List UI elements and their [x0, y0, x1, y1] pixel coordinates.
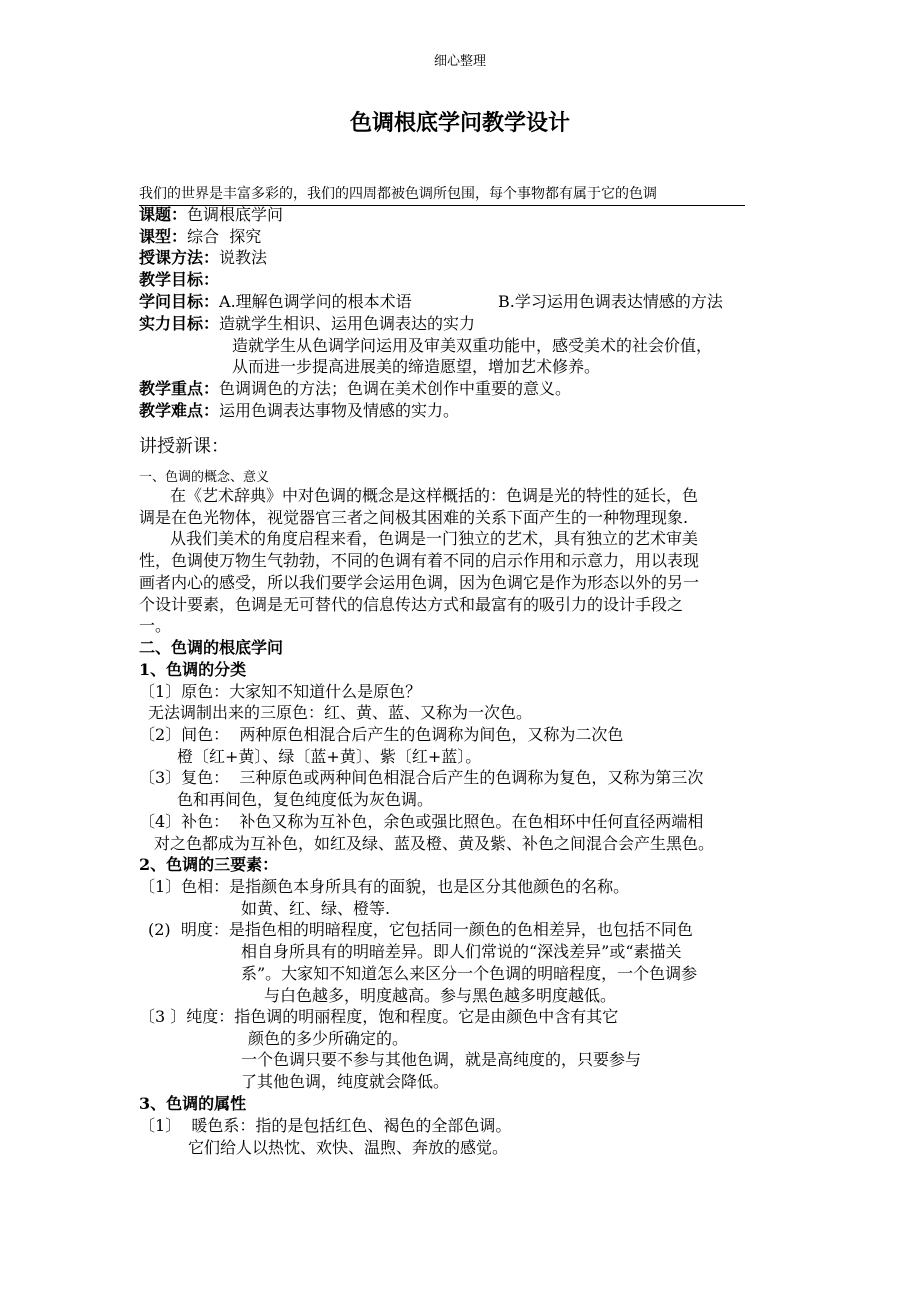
difficulty-value: 运用色调表达事物及情感的实力。: [219, 401, 460, 420]
type-label: 课型：: [139, 227, 188, 246]
knowledge-b: B.学习运用色调表达情感的方法: [498, 292, 723, 311]
value-line4: 与白色越多，明度越高。参与黑色越多明度越低。: [264, 986, 617, 1005]
type-value: 综合 探究: [187, 227, 262, 246]
page-header: 细心整理: [433, 54, 486, 69]
part1-p1-line1: 在《艺术辞典》中对色调的概念是这样概括的：色调是光的特性的延长，色: [170, 486, 699, 505]
tertiary-color-line1: 〔3〕复色： 三种原色或两种间色相混合后产生的色调称为复色，又称为第三次: [139, 768, 704, 787]
part1-p2-line3: 画者内心的感受，所以我们要学会运用色调，因为色调它是作为形态以外的另一: [139, 573, 700, 592]
ability-1: 造就学生相识、运用色调表达的实力: [219, 314, 476, 333]
primary-color-line2: 无法调制出来的三原色：红、黄、蓝、又称为一次色。: [148, 703, 533, 722]
primary-color-line1: 〔1〕原色：大家知不知道什么是原色？: [139, 682, 422, 701]
secondary-color-line2: 橙〔红+黄〕、绿〔蓝+黄〕、紫〔红+蓝〕。: [177, 747, 482, 766]
part2-sub3: 3、色调的属性: [139, 1094, 247, 1113]
key-value: 色调调色的方法；色调在美术创作中重要的意义。: [219, 379, 572, 398]
part2-heading: 二、色调的根底学问: [139, 638, 284, 657]
part1-p2-line4: 个设计要素，色调是无可替代的信息传达方式和最富有的吸引力的设计手段之: [139, 595, 684, 614]
knowledge-label: 学问目标：: [139, 292, 220, 311]
part1-p1-line2: 调是在色光物体，视觉器官三者之间极其困难的关系下面产生的一种物理现象.: [139, 508, 689, 527]
teaching-difficulty: [139, 403, 459, 419]
part2-sub1: 1、色调的分类: [139, 660, 247, 679]
secondary-color-line1: 〔2〕间色： 两种原色相混合后产生的色调称为间色，又称为二次色: [139, 725, 624, 744]
intro-line: 我们的世界是丰富多彩的，我们的四周都被色调所包围，每个事物都有属于它的色调: [139, 186, 657, 202]
topic-label: 课题：: [139, 205, 188, 224]
warm-color-line1: 〔1〕 暖色系：指的是包括红色、褐色的全部色调。: [139, 1116, 512, 1135]
key-label: 教学重点：: [139, 379, 220, 398]
topic-value: 色调根底学问: [187, 205, 284, 224]
saturation-line3: 一个色调只要不参与其他色调，就是高纯度的，只要参与: [241, 1050, 642, 1069]
section-heading: 讲授新课：: [139, 436, 229, 457]
lesson-type: [139, 229, 261, 245]
knowledge-a: A.理解色调学问的根本术语: [219, 292, 412, 311]
ability-3: 从而进一步提高进展美的缔造愿望，增加艺术修养。: [232, 357, 601, 376]
tertiary-color-line2: 色和再间色，复色纯度低为灰色调。: [177, 790, 434, 809]
complementary-color-line2: 对之色都成为互补色，如红及绿、蓝及橙、黄及紫、补色之间混合会产生黑色。: [154, 834, 715, 853]
lesson-method: [139, 250, 267, 266]
part1-p2-line5: 一。: [139, 616, 172, 635]
complementary-color-line1: 〔4〕补色： 补色又称为互补色，余色或强比照色。在色相环中任何直径两端相: [139, 812, 704, 831]
saturation-line1: 〔3 〕纯度：指色调的明丽程度，饱和程度。它是由颜色中含有其它: [139, 1007, 619, 1026]
goals-label: 教学目标：: [139, 270, 220, 289]
ability-label: 实力目标：: [139, 314, 220, 333]
difficulty-label: 教学难点：: [139, 401, 220, 420]
method-label: 授课方法：: [139, 248, 220, 267]
part1-p2-line1: 从我们美术的角度启程来看，色调是一门独立的艺术，具有独立的艺术审美: [170, 529, 699, 548]
warm-color-line2: 它们给人以热忱、欢快、温煦、奔放的感觉。: [188, 1138, 509, 1157]
method-value: 说教法: [219, 248, 268, 267]
part2-sub2: 2、色调的三要素：: [139, 855, 279, 874]
ability-goal: [139, 316, 475, 332]
part1-p2-line2: 性，色调使万物生气勃勃，不同的色调有着不同的启示作用和示意力，用以表现: [139, 551, 700, 570]
value-line3: 系”。大家知不知道怎么来区分一个色调的明暗程度，一个色调参: [241, 964, 698, 983]
ability-2: 造就学生从色调学问运用及审美双重功能中，感受美术的社会价值，: [232, 336, 713, 355]
part1-heading: 一、色调的概念、意义: [139, 470, 270, 485]
hue-line1: 〔1〕色相：是指颜色本身所具有的面貌，也是区分其他颜色的名称。: [139, 877, 630, 896]
document-title: 色调根底学问教学设计: [349, 111, 570, 136]
value-line2: 相自身所具有的明暗差异。即人们常说的“深浅差异”或“素描关: [241, 942, 682, 961]
knowledge-goal: [139, 294, 412, 310]
lesson-topic: [139, 207, 283, 223]
saturation-line4: 了其他色调，纯度就会降低。: [241, 1072, 450, 1091]
value-line1: (2) 明度：是指色相的明暗程度，它包括同一颜色的色相差异，也包括不同色: [148, 920, 693, 939]
teaching-key: [139, 381, 571, 397]
saturation-line2: 颜色的多少所确定的。: [248, 1029, 409, 1048]
hue-line2: 如黄、红、绿、橙等.: [241, 899, 391, 918]
